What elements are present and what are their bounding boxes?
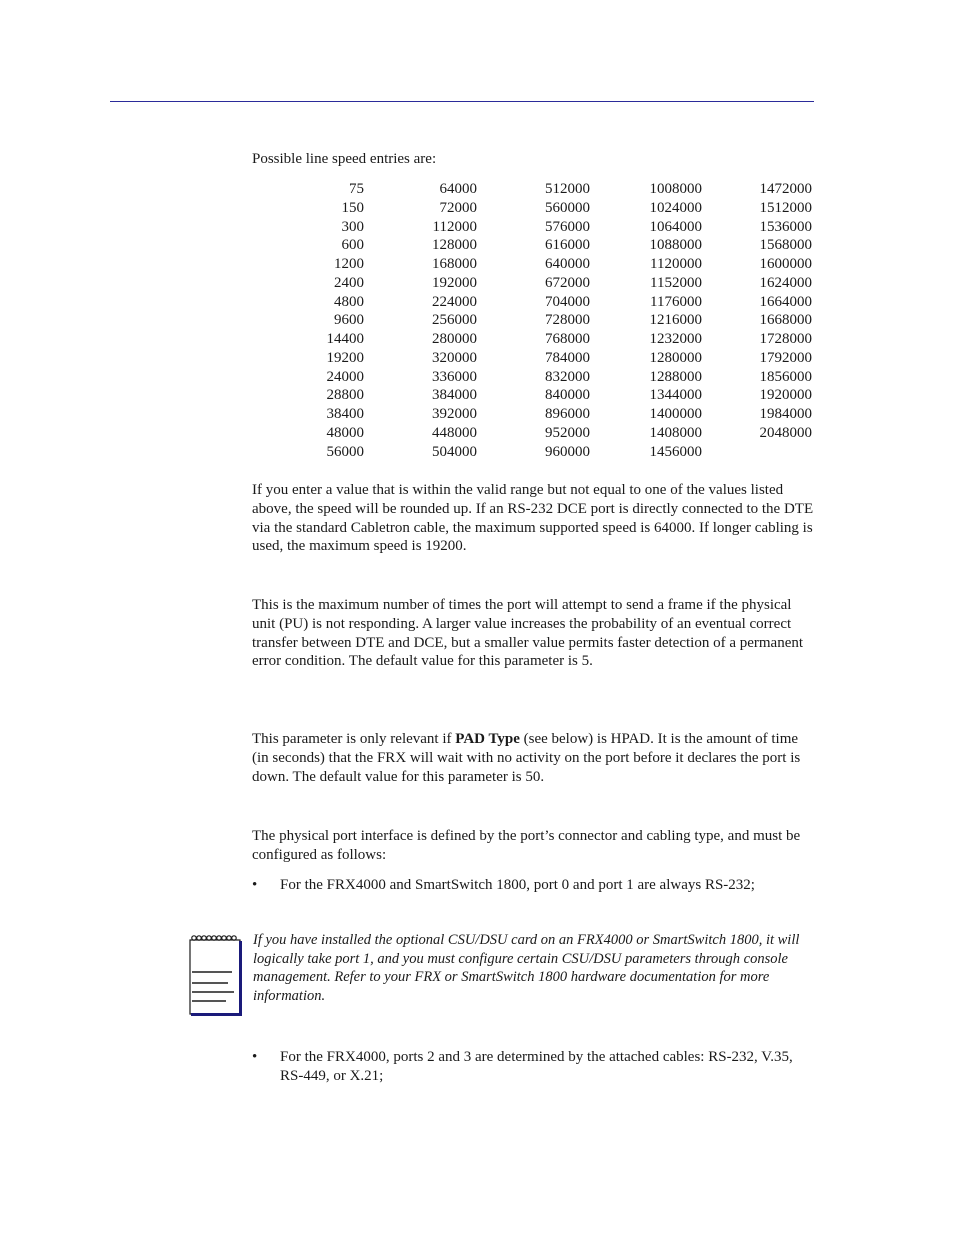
speed-value: 64000	[439, 181, 477, 197]
speed-value: 320000	[432, 349, 477, 366]
speed-value: 832000	[545, 368, 590, 385]
speed-value: 1152000	[650, 274, 702, 291]
speed-value: 24000	[326, 368, 364, 385]
speed-row	[300, 218, 812, 237]
speed-value: 576000	[545, 218, 590, 235]
pad-text-after: (see below) is HPAD. It is the amount of time (in seconds) that the FRX will wait with no activity on the port before it declares the port is down. The default value for this parameter is 50.	[252, 731, 801, 785]
speed-value: 4800	[334, 293, 364, 310]
speed-value: 1568000	[759, 237, 812, 254]
speed-value: 512000	[545, 181, 590, 197]
speed-row	[300, 255, 812, 274]
speed-value: 672000	[545, 274, 590, 291]
speed-row	[300, 199, 812, 218]
speed-value: 224000	[432, 293, 477, 310]
speed-value: 1856000	[759, 368, 812, 385]
speed-value: 9600	[334, 312, 364, 329]
speed-value: 640000	[545, 256, 590, 272]
pad-text-before: This parameter is only relevant if	[252, 731, 456, 747]
speed-value: 168000	[432, 256, 477, 272]
speed-value: 1624000	[759, 274, 812, 291]
speed-value: 616000	[545, 237, 590, 254]
speed-value: 1088000	[649, 237, 702, 254]
rounding-paragraph: If you enter a value that is within the valid range but not equal to one of the values listed above, the speed will be rounded up. If an RS-232 DCE port is directly connected to the DTE via the standard Cabletron cable, the maximum supported speed is 64000. If longer cabling is used, the maximum speed is 19200.	[252, 482, 814, 555]
note-text: If you have installed the optional CSU/DSU card on an FRX4000 or SmartSwitch 1800, it will logically take port 1, and you must configure certain CSU/DSU parameters through console management. Refer to your FRX or SmartSwitch 1800 hardware documentation for more information.	[253, 932, 800, 1004]
speed-row	[300, 311, 812, 330]
speed-value: 1920000	[759, 387, 812, 404]
speed-value: 1408000	[649, 424, 702, 441]
speed-value: 2048000	[759, 424, 812, 441]
speed-value: 1232000	[649, 331, 702, 347]
speed-value: 728000	[545, 312, 590, 329]
speed-value: 952000	[545, 424, 590, 441]
speed-row	[300, 236, 812, 255]
speed-value: 150	[341, 199, 364, 216]
speed-value: 28800	[326, 387, 364, 404]
speed-value: 14400	[326, 331, 364, 347]
speed-value: 75	[349, 181, 364, 197]
notepad-icon	[186, 933, 244, 1017]
speed-value: 384000	[432, 387, 477, 404]
bullet-dot: •	[252, 877, 258, 893]
speed-value: 1984000	[759, 406, 812, 422]
speed-value: 1728000	[759, 331, 812, 347]
speed-value: 600	[341, 237, 364, 254]
speed-value: 840000	[545, 387, 590, 404]
bullet-item-ports-0-1	[252, 876, 817, 895]
speed-value: 1512000	[759, 199, 812, 216]
speed-value: 1176000	[650, 293, 702, 310]
line-speed-table	[300, 180, 812, 461]
speed-value: 1280000	[649, 349, 702, 366]
interface-paragraph: The physical port interface is defined by the port’s connector and cabling type, and must be configured as follows:	[252, 828, 801, 863]
header-rule	[110, 101, 814, 102]
speed-row	[300, 386, 812, 405]
speed-value: 1064000	[649, 218, 702, 235]
speed-value: 768000	[545, 331, 590, 347]
speed-value: 1600000	[759, 256, 812, 272]
speed-value: 704000	[545, 293, 590, 310]
speed-value: 1792000	[759, 349, 812, 366]
speed-value: 896000	[545, 406, 590, 422]
speed-value: 1200	[334, 256, 364, 272]
speed-intro: Possible line speed entries are:	[252, 151, 437, 167]
speed-value: 1288000	[649, 368, 702, 385]
speed-value: 1216000	[649, 312, 702, 329]
pad-type-term: PAD Type	[455, 731, 520, 747]
pad-timeout-paragraph	[252, 730, 817, 786]
speed-value: 336000	[432, 368, 477, 385]
speed-value: 1472000	[759, 181, 812, 197]
speed-value: 38400	[326, 406, 364, 422]
speed-value: 192000	[432, 274, 477, 291]
speed-row	[300, 274, 812, 293]
speed-row	[300, 293, 812, 312]
speed-value: 2400	[334, 274, 364, 291]
speed-value: 960000	[545, 443, 590, 460]
speed-row	[300, 349, 812, 368]
speed-value: 392000	[432, 406, 477, 422]
bullet-text: For the FRX4000 and SmartSwitch 1800, port 0 and port 1 are always RS-232;	[280, 877, 755, 893]
speed-row	[300, 405, 812, 424]
speed-row	[300, 330, 812, 349]
speed-value: 128000	[432, 237, 477, 254]
speed-value: 56000	[326, 443, 364, 460]
speed-value: 72000	[439, 199, 477, 216]
speed-value: 1456000	[649, 443, 702, 460]
speed-value: 448000	[432, 424, 477, 441]
speed-value: 1120000	[650, 256, 702, 272]
speed-value: 112000	[432, 218, 477, 235]
speed-row	[300, 424, 812, 443]
speed-row	[300, 180, 812, 199]
speed-row	[300, 443, 812, 462]
bullet-item-ports-2-3	[252, 1048, 817, 1086]
speed-value: 256000	[432, 312, 477, 329]
speed-value: 1664000	[759, 293, 812, 310]
bullet-text: For the FRX4000, ports 2 and 3 are determined by the attached cables: RS-232, V.35, RS-449, or X.21;	[280, 1049, 793, 1084]
speed-value: 1668000	[759, 312, 812, 329]
speed-row	[300, 368, 812, 387]
speed-value: 1344000	[649, 387, 702, 404]
speed-value: 48000	[326, 424, 364, 441]
speed-value: 300	[341, 218, 364, 235]
speed-value: 19200	[326, 349, 364, 366]
speed-value: 560000	[545, 199, 590, 216]
speed-value: 1536000	[759, 218, 812, 235]
speed-value: 1024000	[649, 199, 702, 216]
bullet-dot: •	[252, 1049, 258, 1065]
speed-value: 784000	[545, 349, 590, 366]
speed-value: 1008000	[649, 181, 702, 197]
speed-value: 280000	[432, 331, 477, 347]
speed-value: 1400000	[649, 406, 702, 422]
speed-value	[702, 443, 812, 462]
retries-paragraph: This is the maximum number of times the port will attempt to send a frame if the physical unit (PU) is not responding. A larger value increases the probability of an eventual correct transfer between DTE and DCE, but a smaller value permits faster detection of a permanent error condition. The default value for this parameter is 5.	[252, 597, 804, 670]
speed-value: 504000	[432, 443, 477, 460]
